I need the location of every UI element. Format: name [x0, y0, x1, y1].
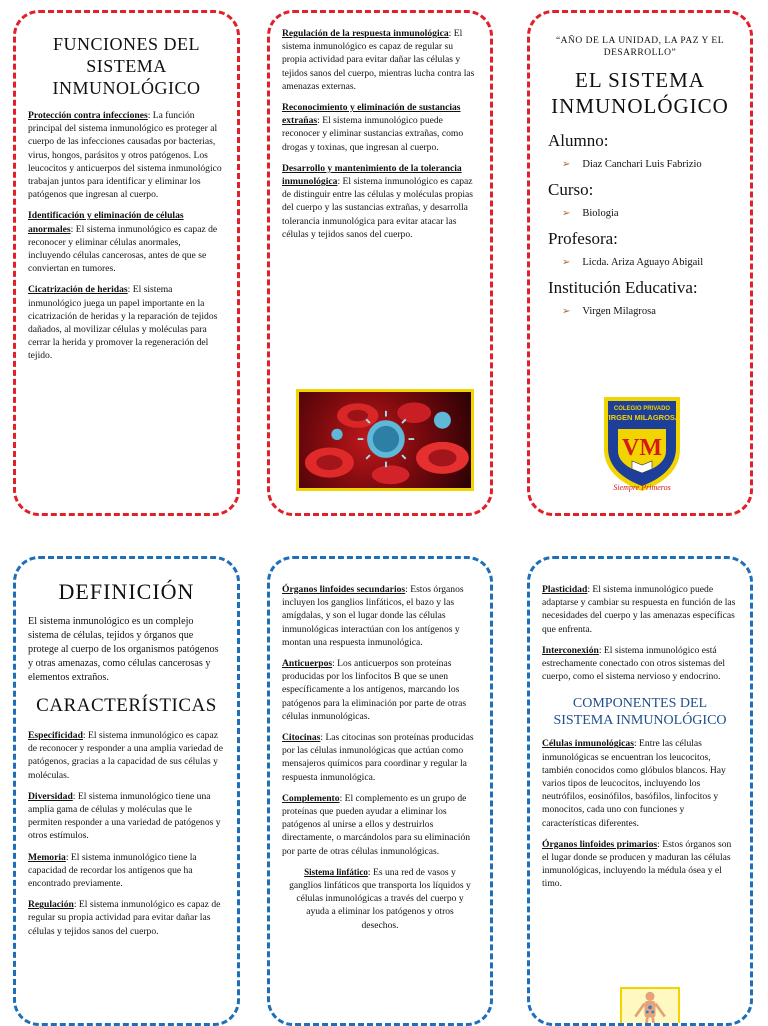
panel-componentes — [527, 556, 753, 1026]
human-body-image — [620, 987, 680, 1026]
arrow-bullet-icon: ➢ — [562, 306, 571, 317]
field-label-profesora: Profesora: — [548, 229, 618, 248]
funcion-item: Desarrollo y mantenimiento de la tolerancia inmunológica: El sistema inmunológico es capaz de distinguir entre las células y moléculas propias del cuerpo y las sustancias extrañas, y desarrolla tolerancia inmunológica para evitar atacar las células y tejidos sanos del cuerpo. — [282, 162, 474, 240]
sistema-linfatico-item: Sistema linfático: Es una red de vasos y ganglios linfáticos que transporta los líquidos y células inmunológicas a través del cuerpo y ayuda a eliminar los patógenos y otros desechos. — [289, 866, 471, 931]
funcion-item: Regulación de la respuesta inmunológica: El sistema inmunológico es capaz de regular su propia actividad para evitar dañar las células y tejidos sanos del cuerpo, mientras lucha contra las amenazas externas. — [282, 28, 475, 92]
funcion-item: Protección contra infecciones: La función principal del sistema inmunológico es proteger al cuerpo de las infecciones causadas por bacterias, virus, hongos, parásitos y otros patógenos. Los leucocitos y anticuerpos del sistema inmunológico trabajan juntos para identificar y eliminar los patógenos que ingresan al cuerpo. — [28, 110, 222, 201]
year-motto: “AÑO DE LA UNIDAD, LA PAZ Y EL DESARROLLO” — [555, 36, 725, 58]
human-anatomy-icon — [622, 989, 678, 1026]
funcion-item: Reconocimiento y eliminación de sustancias extrañas: El sistema inmunológico puede reconocer y eliminar sustancias extrañas, como drogas y toxinas, que ingresan al cuerpo. — [282, 102, 464, 153]
virus-blood-cells-image — [296, 389, 474, 491]
panel-componentes-cont — [267, 556, 493, 1026]
componente-item: Complemento: El complemento es un grupo de proteínas que pueden ayudar a eliminar los patógenos al unirse a ellos y destruirlos directamente, o marcándolos para su eliminación por parte de otras células inmunológicas. — [282, 792, 471, 857]
funciones-title: FUNCIONES DEL SISTEMA INMUNOLÓGICO — [52, 34, 201, 98]
field-value-curso: ➢ Biologia — [562, 208, 619, 219]
definicion-title: DEFINICIÓN — [58, 579, 195, 604]
funcion-item: Identificación y eliminación de células anormales: El sistema inmunológico es capaz de reconocer y eliminar células anormales, incluyendo células cancerosas, antes de que se conviertan en tumores. — [28, 210, 218, 275]
panel-funciones-cont — [267, 10, 493, 516]
caracteristica-item: Diversidad: El sistema inmunológico tiene una amplia gama de células y moléculas que le permiten responder a una variedad de patógenos y otros estímulos. — [28, 790, 221, 842]
arrow-bullet-icon: ➢ — [562, 159, 571, 170]
componentes-title: COMPONENTES DEL SISTEMA INMUNOLÓGICO — [553, 696, 727, 729]
caracteristica-item: Memoria: El sistema inmunológico tiene la capacidad de recordar los antígenos que ha encontrado previamente. — [28, 851, 197, 890]
field-label-institucion: Institución Educativa: — [548, 278, 698, 297]
caracteristica-item: Interconexión: El sistema inmunológico está estrechamente conectado con otros sistemas del cuerpo, como el sistema nervioso y endocrino. — [542, 644, 726, 683]
field-label-alumno: Alumno: — [548, 131, 609, 150]
funcion-item: Cicatrización de heridas: El sistema inmunológico juega un papel importante en la cicatrización de heridas y la reparación de tejidos dañados, al movilizar células y moléculas para cerrar la herida y promover la regeneración del tejido. — [28, 284, 218, 362]
logo-tagline: Siempre Primeros — [613, 483, 671, 492]
componente-item: Células inmunológicas: Entre las células inmunológicas se encuentran los leucocitos, también conocidos como glóbulos blancos. Hay varios tipos de leucocitos, incluyendo los neutrófilos, eosinófilos, basófilos, linfocitos y monocitos, cada uno con funciones y características diferentes. — [542, 738, 726, 829]
caracteristica-item: Especificidad: El sistema inmunológico es capaz de reconocer y responder a una amplia variedad de patógenos, gracias a la capacidad de sus células y moléculas. — [28, 730, 223, 781]
panel-definicion — [13, 556, 240, 1026]
field-label-curso: Curso: — [548, 180, 594, 199]
field-value-profesora: ➢ Licda. Ariza Aguayo Abigail — [562, 257, 704, 268]
caracteristica-item: Regulación: El sistema inmunológico es capaz de regular su propia actividad para evitar dañar las células y tejidos sanos del cuerpo. — [28, 899, 221, 937]
field-value-alumno: ➢ Diaz Canchari Luis Fabrizio — [562, 159, 702, 170]
definicion-text: El sistema inmunológico es un complejo sistema de células, tejidos y órganos que protege al cuerpo de los organismos patógenos y otras amenazas, como células cancerosas y elementos extraños. — [28, 616, 219, 683]
caracteristicas-title: CARACTERÍSTICAS — [36, 695, 217, 716]
panel-portada — [527, 10, 753, 516]
logo-initials-text: VM — [622, 435, 662, 461]
field-value-institucion: ➢ Virgen Milagrosa — [562, 306, 656, 317]
school-logo — [596, 391, 688, 499]
panel-funciones — [13, 10, 240, 516]
caracteristica-item: Plasticidad: El sistema inmunológico puede adaptarse y cambiar su respuesta en función de las necesidades del cuerpo y las amenazas específicas que enfrenta. — [542, 584, 736, 635]
logo-name-text: VIRGEN MILAGROSA — [603, 413, 681, 422]
logo-top-text: COLEGIO PRIVADO — [613, 406, 671, 412]
virus-illustration-icon — [299, 392, 471, 488]
arrow-bullet-icon: ➢ — [562, 208, 571, 219]
componente-item: Órganos linfoides secundarios: Estos órganos incluyen los ganglios linfáticos, el bazo y las amígdalas, y son el lugar donde las células inmunológicas interactúan con los antígenos y montan una respuesta inmunológica. — [282, 584, 464, 648]
componente-item: Órganos linfoides primarios: Estos órganos son el lugar donde se producen y maduran las células inmunológicas, incluyendo la médula ósea y el timo. — [542, 838, 732, 890]
arrow-bullet-icon: ➢ — [562, 257, 571, 268]
componente-item: Anticuerpos: Los anticuerpos son proteínas producidas por los linfocitos B que se unen específicamente a los antígenos, marcando los patógenos para la eliminación por parte de otras células inmunológicas. — [282, 658, 467, 722]
cover-title: EL SISTEMA INMUNOLÓGICO — [551, 68, 729, 118]
componente-item: Citocinas: Las citocinas son proteínas producidas por las células inmunológicas que actúan como mensajeros químicos para coordinar y regular la respuesta inmunológica. — [282, 732, 474, 783]
